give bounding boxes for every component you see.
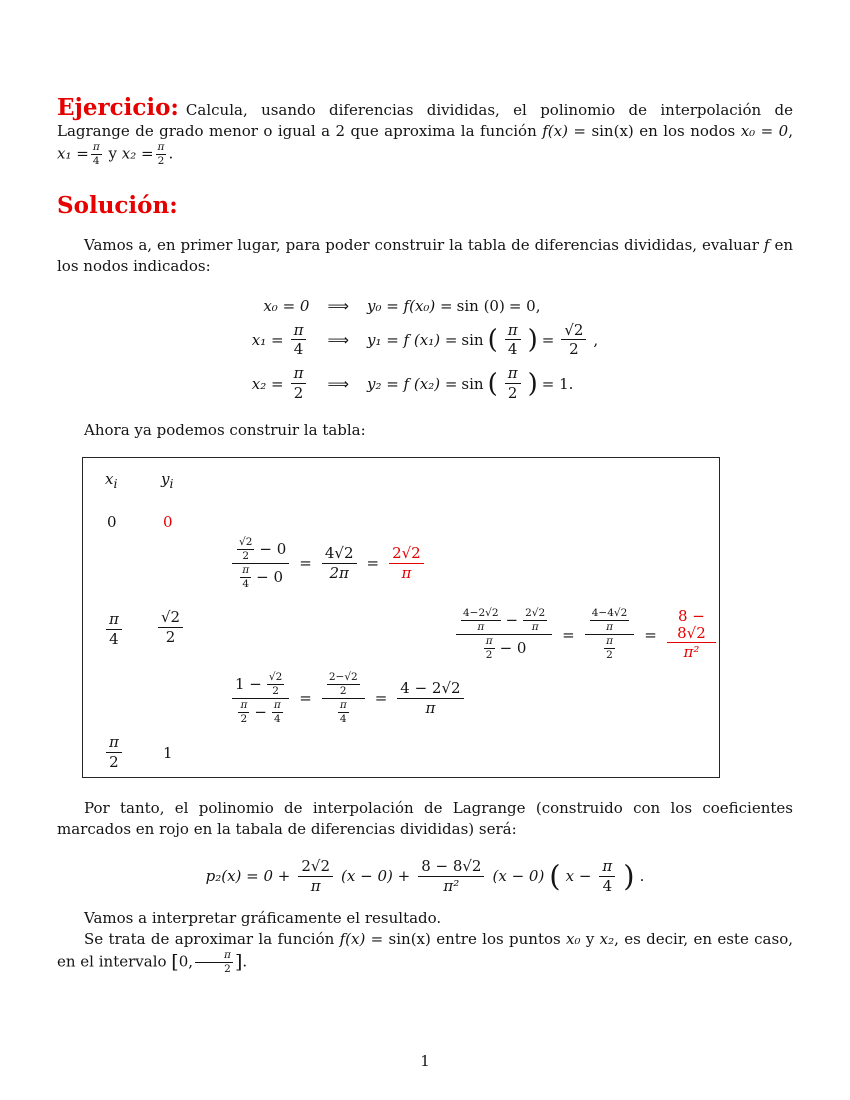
right-bracket: ] — [234, 951, 243, 974]
fraction-pi-4: $\frac{\pi}{4}$ — [339, 698, 347, 725]
fraction-pi-4: $\frac{\pi}{4}$ — [92, 141, 100, 168]
solution-paragraph-5: Se trata de aproximar la función f(x) = sin(x) entre los puntos x₀ y x₂, es decir, en este caso, en el intervalo [0, $\frac{\pi}{2}$ ]. — [57, 930, 793, 976]
divided-differences-table — [82, 457, 720, 778]
table-header-yi: $y_i$ — [161, 469, 174, 491]
fraction-pi-2: $\frac{\pi}{2}$ — [157, 141, 165, 168]
fraction-pi-4: $\frac{\pi}{4}$ — [505, 322, 521, 359]
table-y1-fraction: $\frac{√2}{2}$ — [158, 609, 183, 646]
math-x2: x₂ — [599, 930, 615, 949]
big-fraction: 1 − $\frac{√2}{2}$ $\frac{\pi}{2}$ − $\frac{\pi}{4}$ — [232, 672, 289, 725]
right-paren: ) — [527, 324, 538, 355]
fraction-pi-2: $\frac{\pi}{2}$ — [606, 635, 613, 662]
math-x0: x₀ — [566, 930, 581, 949]
table-y2-value: 1 — [163, 743, 173, 762]
fraction-pi-4: $\frac{\pi}{4}$ — [273, 698, 281, 725]
fraction-coefficient-2: $\frac{8 - 8√2}{\text{π²}}$ — [418, 858, 484, 895]
table-x1-fraction: $\frac{\pi}{4}$ — [106, 611, 122, 648]
exercise-label: Ejercicio: — [57, 94, 179, 121]
fraction-sqrt2-2: $\frac{√2}{2}$ — [239, 535, 253, 562]
solution-paragraph-1: Vamos a, en primer lugar, para poder construir la tabla de diferencias divididas, evaluar f en los nodos indicados: — [57, 235, 793, 275]
fraction-4sqrt2-2pi: $\frac{4√2}{2\pi}$ — [322, 545, 357, 582]
coefficient-1-red: $\frac{2√2}{\pi}$ — [389, 545, 424, 582]
solution-paragraph-4: Vamos a interpretar gráficamente el resultado. — [84, 909, 442, 928]
math-sinx: sin(x) — [591, 122, 634, 140]
math-x0: x₀ = 0 — [740, 122, 789, 140]
right-paren: ) — [527, 368, 538, 399]
exercise-text-3: , — [788, 122, 793, 140]
exercise-paragraph — [57, 94, 793, 168]
solution-heading: Solución: — [57, 192, 178, 220]
table-x2-fraction: $\frac{\pi}{2}$ — [106, 734, 122, 771]
fraction: $\frac{2-√2}{2}$ — [328, 670, 358, 697]
fraction-pi-4: $\frac{\pi}{4}$ — [599, 858, 615, 895]
math-x2: x₂ = — [121, 144, 154, 163]
right-paren: ) — [623, 858, 635, 893]
coefficient-2-red: $\frac{8 - 8√2}{\text{π²}}$ — [667, 608, 716, 661]
big-fraction: $\frac{4-2√2}{\pi}$ − $\frac{2√2}{\pi}$ $\frac{\pi}{2}$ − 0 — [456, 608, 552, 661]
solution-paragraph-3: Por tanto, el polinomio de interpolación de Lagrange (construido con los coeficientes marcados en rojo en la tabala de diferencias divididas) será: — [57, 798, 793, 838]
fraction-pi-2: $\frac{\pi}{2}$ — [505, 365, 521, 402]
left-bracket: [ — [171, 951, 179, 974]
fraction-pi-4: $\frac{\pi}{4}$ — [291, 322, 307, 359]
math-f: f — [763, 235, 770, 254]
interpolation-polynomial: p₂(x) = 0 + $\frac{2√2}{\pi}$ (x − 0) + $\frac{8 - 8√2}{\text{π²}}$ (x − 0) ( x − $\frac{\pi}{4}$ ) . — [205, 856, 645, 895]
divided-difference-12: 1 − $\frac{√2}{2}$ $\frac{\pi}{2}$ − $\frac{\pi}{4}$ = $\frac{\frac{2-√2}{2}}{\frac{\pi}{4}}$ = $\frac{4 - 2√2}{\pi}$ — [229, 672, 467, 725]
exercise-text-5: . — [168, 144, 174, 163]
fraction: $\frac{4-4√2}{\pi}$ — [591, 606, 628, 633]
eval-line1-rhs: y₀ = f(x₀) = sin (0) = 0, — [366, 296, 541, 315]
fraction-pi-2: $\frac{\pi}{2}$ — [291, 365, 307, 402]
fraction-pi-2: $\frac{\pi}{2}$ — [195, 950, 233, 975]
exercise-text-1: Calcula, usando diferencias divididas, el polinomio de interpolación de Lagrange de grado menor o igual a 2 que aproxima la función — [57, 101, 793, 140]
eval-line2-rhs: y₁ = f (x₁) = sin ( $\frac{\pi}{4}$ ) = $\frac{√2}{2}$ , — [366, 320, 599, 359]
fraction-pi-2: $\frac{\pi}{2}$ — [485, 635, 493, 662]
divided-difference-01: $\frac{√2}{2}$ − 0 $\frac{\pi}{4}$ − 0 = $\frac{4√2}{2\pi}$ = $\frac{2√2}{\pi}$ — [229, 537, 427, 590]
big-fraction — [322, 672, 365, 725]
fraction: $\frac{4-2√2}{\pi}$ — [463, 606, 499, 633]
eval-line3-rhs: y₂ = f (x₂) = sin ( $\frac{\pi}{2}$ ) = 1. — [366, 364, 574, 403]
fraction: $\frac{2√2}{\pi}$ — [525, 606, 546, 633]
implies-arrow: ⟹ — [327, 296, 349, 315]
table-y0-value-red: 0 — [163, 512, 173, 531]
table-x0-value: 0 — [107, 512, 117, 531]
eval-line3-lhs: x₂ = $\frac{\pi}{2}$ — [252, 365, 310, 402]
implies-arrow: ⟹ — [327, 374, 349, 393]
divided-difference-second-order: $\frac{4-2√2}{\pi}$ − $\frac{2√2}{\pi}$ $\frac{\pi}{2}$ − 0 = $\frac{\frac{4-4√2}{\pi}}{\frac{\pi}{2}}$ = $\frac{8 - 8√2}{\text{π²}}$ — [453, 608, 719, 661]
big-fraction: $\frac{√2}{2}$ − 0 $\frac{\pi}{4}$ − 0 — [232, 537, 289, 590]
fraction-pi-4: $\frac{\pi}{4}$ — [242, 563, 250, 590]
fraction-result: $\frac{4 - 2√2}{\pi}$ — [397, 680, 463, 717]
left-paren: ( — [549, 858, 561, 893]
page-number: 1 — [420, 1052, 430, 1070]
fraction-sqrt2-2: $\frac{√2}{2}$ — [561, 322, 586, 359]
math-sinx: sin(x) — [388, 930, 431, 949]
math-fx: f(x) = — [339, 930, 389, 949]
eval-line2-lhs: x₁ = $\frac{\pi}{4}$ — [252, 322, 310, 359]
table-header-xi: $x_i$ — [105, 469, 118, 491]
fraction-sqrt2-2: $\frac{√2}{2}$ — [268, 670, 283, 697]
left-paren: ( — [487, 368, 498, 399]
left-paren: ( — [487, 324, 498, 355]
math-x1: x₁ = — [57, 144, 89, 163]
fraction-pi-2: $\frac{\pi}{2}$ — [240, 698, 248, 725]
evaluation-block — [57, 297, 793, 402]
exercise-text-2: en los nodos — [633, 122, 741, 140]
solution-paragraph-2: Ahora ya podemos construir la tabla: — [84, 420, 366, 439]
big-fraction — [585, 608, 635, 661]
eval-line1-lhs: x₀ = 0 — [263, 296, 310, 315]
exercise-text-4: y — [103, 144, 122, 163]
implies-arrow: ⟹ — [327, 330, 349, 349]
fraction-coefficient-1: $\frac{2√2}{\pi}$ — [298, 858, 333, 895]
math-fx: f(x) = — [542, 122, 592, 140]
